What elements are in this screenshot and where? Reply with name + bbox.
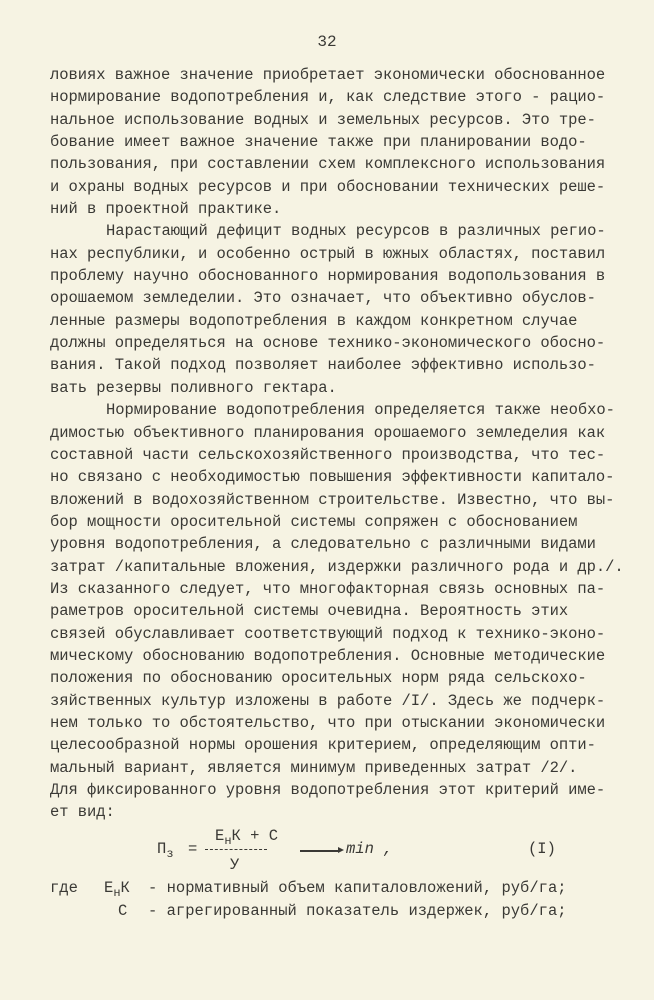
text-line: Нарастающий дефицит водных ресурсов в различных регио- [106, 222, 606, 241]
definition-symbol-rest: К [120, 879, 130, 897]
text-line: мическому обоснованию водопотребления. Основные методические [50, 646, 606, 665]
text-line: составной части сельскохозяйственного производства, что тес- [50, 445, 606, 464]
text-line: Из сказанного следует, что многофакторная связь основных па- [50, 579, 606, 598]
text-line: бование имеет важное значение также при планировании водо- [50, 133, 587, 152]
text-line: и охраны водных ресурсов и при обосновании технических реше- [50, 177, 606, 196]
text-line: уровня водопотребления, а следовательно с различными видами [50, 535, 596, 554]
fraction-line [205, 849, 267, 850]
definition-text: - нормативный объем капиталовложений, руб/га; [148, 879, 567, 897]
definition-symbol [104, 879, 130, 900]
text-line: ет вид: [50, 803, 115, 822]
numerator-e: Е [215, 827, 225, 845]
definition-symbol: С [118, 902, 128, 920]
formula-number: (I) [528, 840, 556, 858]
formula-lhs [157, 840, 174, 861]
text-line: нах республики, и особенно острый в южных областях, поставил [50, 244, 606, 263]
text-line: вания. Такой подход позволяет наиболее эффективно использо- [50, 356, 596, 375]
text-line: нем только то обстоятельство, что при отыскании экономически [50, 713, 606, 732]
text-line: орошаемом земледелии. Это означает, что объективно обуслов- [50, 289, 596, 308]
text-line: вложений в водохозяйственном строительстве. Известно, что вы- [50, 490, 615, 509]
text-line: нальное использование водных и земельных ресурсов. Это тре- [50, 110, 596, 129]
text-line: нормирование водопотребления и, как следствие этого - рацио- [50, 88, 606, 107]
text-line: но связано с необходимостью повышения эффективности капитало- [50, 468, 615, 487]
page-number: 32 [317, 33, 337, 51]
numerator-rest: К + С [231, 827, 279, 845]
text-line: пользования, при составлении схем комплексного использования [50, 155, 606, 174]
text-line: ний в проектной практике. [50, 200, 282, 219]
definition-text: - агрегированный показатель издержек, руб/га; [148, 902, 567, 920]
text-line: проблему научно обоснованного нормирования водопользования в [50, 267, 606, 286]
text-line: положения по обоснованию оросительных норм ряда сельскохо- [50, 669, 587, 688]
definition-prefix: где [50, 879, 78, 897]
text-line: должны определяться на основе технико-экономического обосно- [50, 334, 606, 353]
text-line: Нормирование водопотребления определяется также необхо- [106, 401, 615, 420]
numerator-subscript: н [224, 834, 232, 848]
text-line: мальный вариант, является минимум приведенных затрат /2/. [50, 758, 578, 777]
text-line: раметров оросительной системы очевидна. Вероятность этих [50, 602, 569, 621]
body-text [50, 64, 650, 824]
text-line: целесообразной нормы орошения критерием, определяющим опти- [50, 736, 596, 755]
text-line: бор мощности оросительной системы сопряжен с обоснованием [50, 512, 578, 531]
text-line: затрат /капитальные вложения, издержки различного рода и др./. [50, 557, 624, 576]
formula-target: min , [346, 840, 393, 858]
formula-equals: = [188, 840, 198, 858]
text-line: Для фиксированного уровня водопотребления этот критерий име- [50, 781, 606, 799]
text-line: димостью объективного планирования орошаемого земледелия как [50, 423, 606, 442]
formula-lhs-subscript: з [166, 847, 174, 861]
text-line: связей обуславливает соответствующий подход к технико-эконо- [50, 624, 606, 643]
formula-denominator: У [230, 856, 240, 874]
arrow-icon [300, 850, 340, 852]
definition-symbol-e: Е [104, 879, 114, 897]
formula-lhs-symbol: П [157, 840, 167, 858]
formula-numerator [215, 827, 279, 848]
text-line: ловиях важное значение приобретает экономически обоснованное [50, 66, 606, 84]
text-line: зяйственных культур изложены в работе /I/. Здесь же подчерк- [50, 691, 606, 710]
text-line: ленные размеры водопотребления в каждом конкретном случае [50, 311, 578, 330]
text-line: вать резервы поливного гектара. [50, 378, 337, 397]
definition-symbol-subscript: н [113, 886, 121, 900]
